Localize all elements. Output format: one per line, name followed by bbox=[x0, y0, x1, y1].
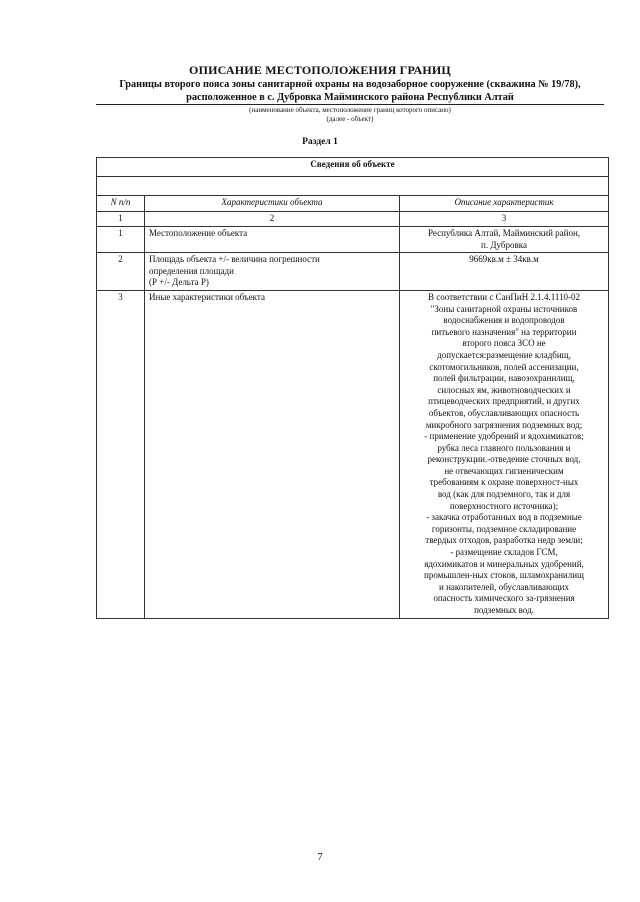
subtitle-line-1: Границы второго пояса зоны санитарной охраны на водозаборное сооружение (скважина № 19/78), bbox=[119, 79, 581, 90]
description-line: п. Дубровка bbox=[481, 239, 527, 250]
description-line: допускается:размещение кладбищ, bbox=[437, 349, 571, 360]
description-line: реконструкции.-отведение сточных вод, bbox=[427, 454, 581, 465]
table-body bbox=[97, 227, 609, 619]
description-line: вод (как для подземного, так и для bbox=[437, 489, 571, 500]
row-characteristic bbox=[145, 253, 400, 291]
table-row bbox=[97, 227, 609, 253]
row-number: 3 bbox=[97, 290, 145, 618]
column-number: 3 bbox=[400, 212, 609, 227]
description-line: Республика Алтай, Майминский район, bbox=[427, 228, 581, 238]
description-line: - применение удобрений и ядохимикатов; bbox=[424, 431, 584, 442]
characteristic-line: (Р +/- Дельта Р) bbox=[149, 277, 209, 288]
column-header-characteristic: Характеристики объекта bbox=[145, 196, 400, 212]
column-number-row bbox=[97, 212, 609, 227]
column-header-number: N п/п bbox=[97, 196, 145, 212]
row-characteristic bbox=[145, 290, 400, 618]
section-title: Раздел 1 bbox=[302, 137, 338, 147]
description-line: - размещение складов ГСМ, bbox=[450, 547, 558, 558]
description-line: промышлен-ных стоков, шламохранилищ bbox=[424, 570, 584, 581]
column-number: 2 bbox=[145, 212, 400, 227]
row-characteristic bbox=[145, 227, 400, 253]
page-number: 7 bbox=[317, 851, 323, 863]
description-line: питьевого назначения" на территории bbox=[431, 326, 577, 337]
description-line: горизонты, подземное складирование bbox=[431, 523, 577, 534]
description-line: силосных ям, животноводческих и bbox=[437, 384, 571, 395]
subtitle-line-2: расположенное в с. Дубровка Майминского района Республики Алтай bbox=[186, 92, 514, 103]
description-line: опасность химического за-грязнения bbox=[433, 593, 575, 604]
description-line: второго пояса ЗСО не bbox=[462, 338, 546, 349]
row-number: 1 bbox=[97, 227, 145, 253]
table-title: Сведения об объекте bbox=[97, 158, 609, 177]
row-number: 2 bbox=[97, 253, 145, 291]
object-info-table bbox=[96, 157, 609, 619]
description-line: поверхностного источника); bbox=[449, 500, 559, 511]
description-line: 9669кв.м ± 34кв.м bbox=[469, 254, 539, 265]
object-caption: (наименование объекта, местоположение границ которого описано) bbox=[249, 106, 451, 114]
row-description bbox=[400, 253, 609, 291]
description-line: подземных вод. bbox=[474, 605, 534, 615]
description-line: водоснабжения и водопроводов bbox=[443, 315, 565, 326]
title-underline bbox=[96, 104, 604, 105]
description-line: ядохимикатов и минеральных удобрений, bbox=[424, 558, 584, 569]
description-line: "Зоны санитарной охраны источников bbox=[430, 303, 578, 314]
characteristic-line: Местоположение объекта bbox=[149, 228, 248, 238]
description-line: и накопителей, обуславливающих bbox=[439, 581, 569, 592]
characteristic-line: Иные характеристики объекта bbox=[149, 291, 265, 302]
description-line: рубка леса главного пользования и bbox=[437, 442, 571, 453]
description-line: птицеводческих предприятий, и других bbox=[428, 396, 580, 407]
description-line: микробного загрязнения подземных вод; bbox=[425, 419, 583, 430]
table-title-row bbox=[97, 158, 609, 177]
column-header-description: Описание характеристик bbox=[400, 196, 609, 212]
table-row bbox=[97, 253, 609, 291]
description-line: требованиям к охране поверхност-ных bbox=[429, 477, 579, 488]
description-line: скотомогильников, полей ассенизации, bbox=[429, 361, 579, 372]
column-header-row bbox=[97, 196, 609, 212]
table-blank-row bbox=[97, 177, 609, 196]
document-title: ОПИСАНИЕ МЕСТОПОЛОЖЕНИЯ ГРАНИЦ bbox=[189, 63, 451, 77]
row-description bbox=[400, 227, 609, 253]
description-line: полей фильтрации, навозохранилищ, bbox=[433, 373, 575, 384]
description-line: не отвечающих гигиеническим bbox=[444, 465, 564, 476]
row-description bbox=[400, 290, 609, 618]
description-line: - закачка отработанных вод в подземные bbox=[426, 512, 582, 523]
description-line: объектов, обуславливающих опасность bbox=[428, 407, 580, 418]
characteristic-line: определения площади bbox=[149, 265, 234, 276]
document-subtitle bbox=[96, 78, 604, 104]
object-caption-short: (далее - объект) bbox=[326, 115, 374, 123]
table-row bbox=[97, 290, 609, 618]
description-line: В соответствии с СанПиН 2.1.4.1110-02 bbox=[427, 291, 581, 302]
characteristic-line: Площадь объекта +/- величина погрешности bbox=[149, 254, 320, 265]
description-line: твердых отходов, разработка недр земли; bbox=[425, 535, 583, 546]
column-number: 1 bbox=[97, 212, 145, 227]
